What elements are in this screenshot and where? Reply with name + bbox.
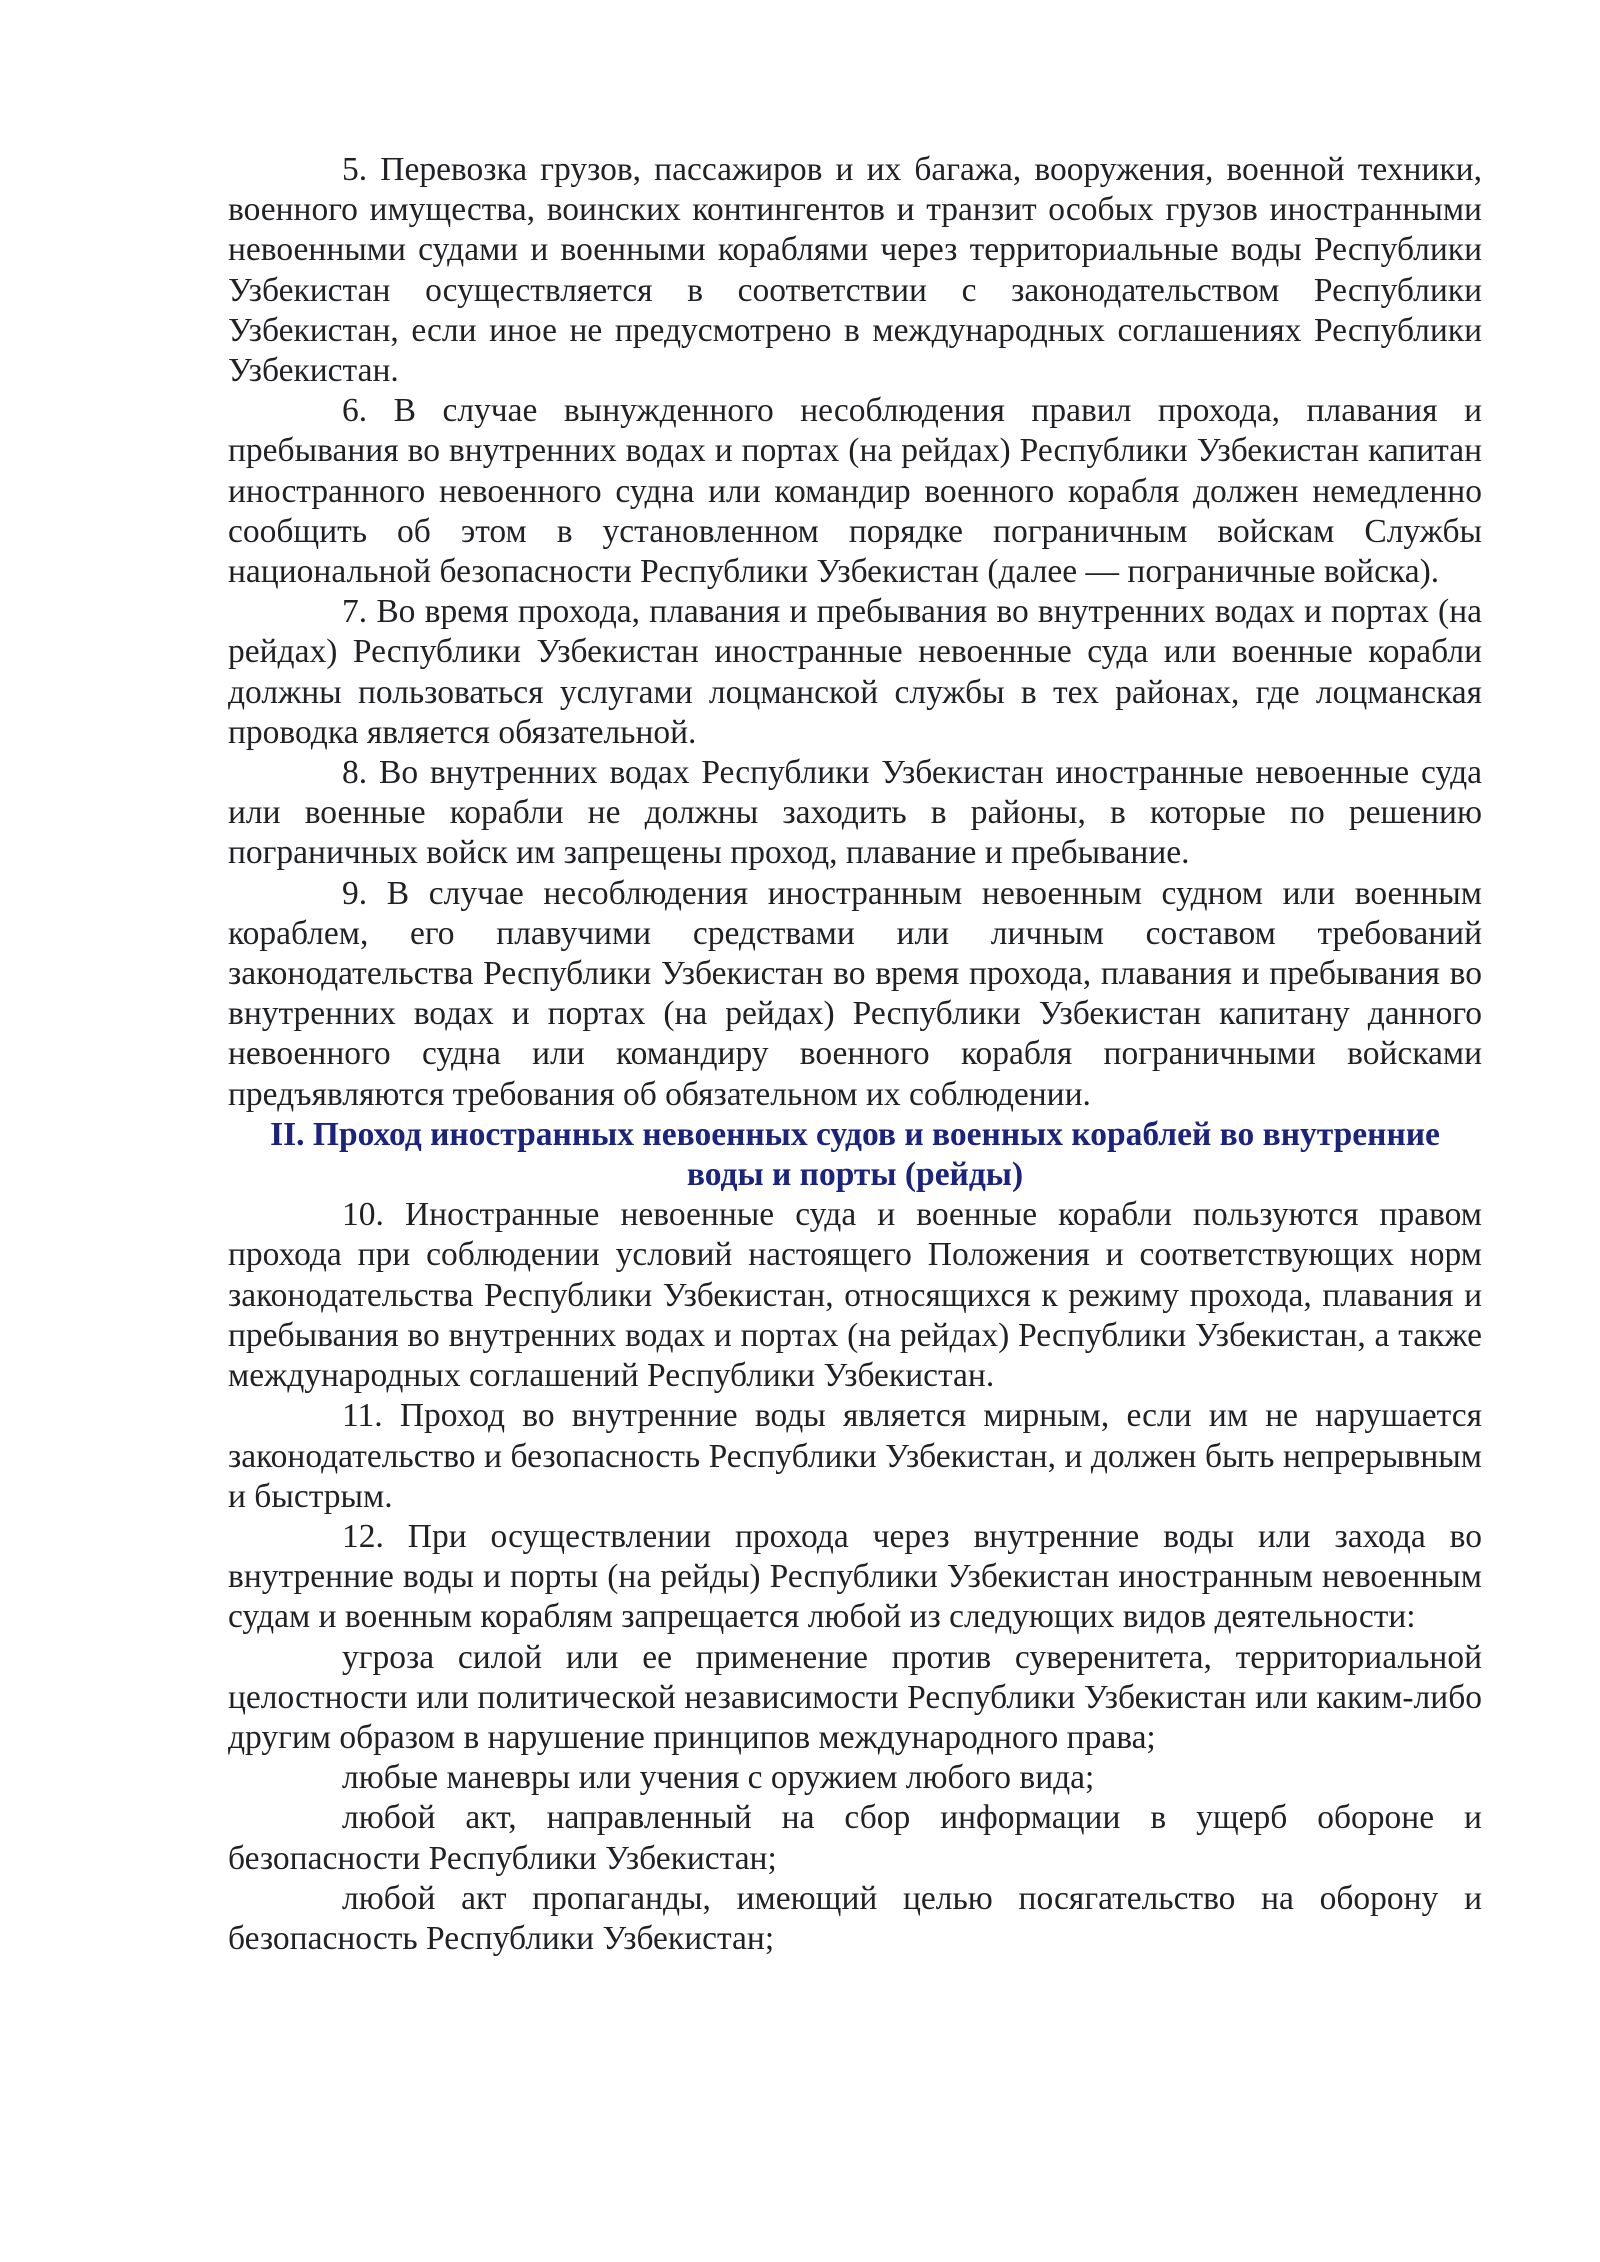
paragraph-10: 10. Иностранные невоенные суда и военные корабли пользуются правом прохода при соблюдении условий настоящего Положения и соответствующих норм законодательства Республики Узбекистан, относящихся к режиму прохода, плавания и пребывания во внутренних водах и портах (на рейдах) Республики Узбекистан, а также международных соглашений Республики Узбекистан. bbox=[228, 1196, 1482, 1395]
paragraph-6: 6. В случае вынужденного несоблюдения правил прохода, плавания и пребывания во внутренних водах и портах (на рейдах) Республики Узбекистан капитан иностранного невоенного судна или командир военного корабля должен немедленно сообщить об этом в установленном порядке пограничным войскам Службы национальной безопасности Республики Узбекистан (далее — пограничные войска). bbox=[228, 392, 1482, 591]
paragraph-7: 7. Во время прохода, плавания и пребывания во внутренних водах и портах (на рейдах) Республики Узбекистан иностранные невоенные суда или военные корабли должны пользоваться услугами лоцманской службы в тех районах, где лоцманская проводка является обязательной. bbox=[228, 593, 1482, 751]
document-body bbox=[228, 150, 1482, 1959]
section-heading-line-2: воды и порты (рейды) bbox=[686, 1156, 1024, 1194]
list-item-threat: угроза силой или ее применение против суверенитета, территориальной целостности или политической независимости Республики Узбекистан или каким-либо другим образом в нарушение принципов международного права; bbox=[228, 1638, 1482, 1756]
paragraph-11: 11. Проход во внутренние воды является мирным, если им не нарушается законодательство и безопасность Республики Узбекистан, и должен быть непрерывным и быстрым. bbox=[228, 1397, 1482, 1515]
list-item-intelligence: любой акт, направленный на сбор информации в ущерб обороне и безопасности Республики Узбекистан; bbox=[228, 1799, 1482, 1877]
list-item-propaganda: любой акт пропаганды, имеющий целью посягательство на оборону и безопасность Республики Узбекистан; bbox=[228, 1879, 1482, 1957]
list-item-maneuvers: любые маневры или учения с оружием любого вида; bbox=[342, 1759, 1095, 1797]
section-heading bbox=[228, 1115, 1482, 1195]
paragraph-12: 12. При осуществлении прохода через внутренние воды или захода во внутренние воды и порты (на рейды) Республики Узбекистан иностранным невоенным судам и военным кораблям запрещается любой из следующих видов деятельности: bbox=[228, 1517, 1482, 1636]
section-heading-line-1: II. Проход иностранных невоенных судов и военных кораблей во внутренние bbox=[270, 1115, 1440, 1153]
paragraph-9: 9. В случае несоблюдения иностранным невоенным судном или военным кораблем, его плавучими средствами или личным составом требований законодательства Республики Узбекистан во время прохода, плавания и пребывания во внутренних водах и портах (на рейдах) Республики Узбекистан капитану данного невоенного судна или командиру военного корабля пограничными войсками предъявляются требования об обязательном их соблюдении. bbox=[228, 874, 1482, 1113]
paragraph-8: 8. Во внутренних водах Республики Узбекистан иностранные невоенные суда или военные корабли не должны заходить в районы, в которые по решению пограничных войск им запрещены проход, плавание и пребывание. bbox=[228, 754, 1482, 872]
paragraph-5: 5. Перевозка грузов, пассажиров и их багажа, вооружения, военной техники, военного имущества, воинских контингентов и транзит особых грузов иностранными невоенными судами и военными кораблями через территориальные воды Республики Узбекистан осуществляется в соответствии с законодательством Республики Узбекистан, если иное не предусмотрено в международных соглашениях Республики Узбекистан. bbox=[228, 151, 1482, 390]
